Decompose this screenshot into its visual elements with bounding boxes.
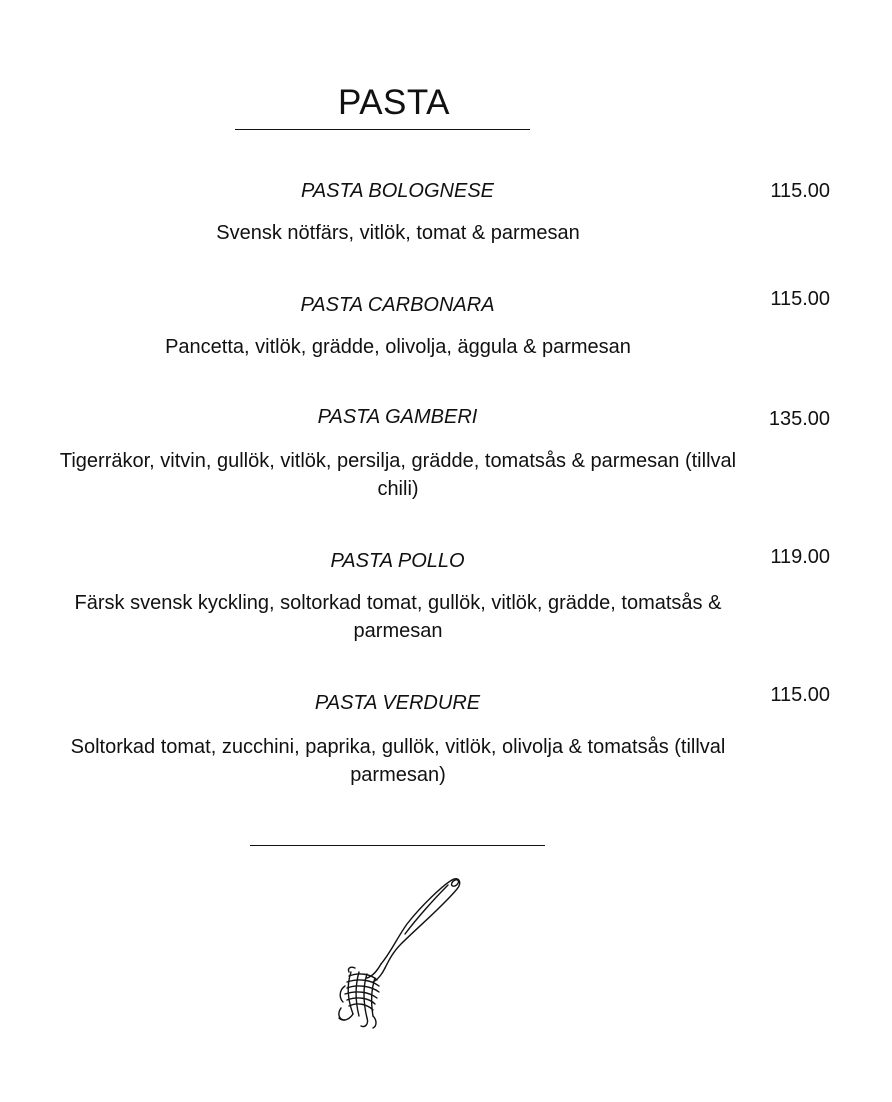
item-price: 115.00 <box>770 684 830 706</box>
item-description: Svensk nötfärs, vitlök, tomat & parmesan <box>216 222 580 244</box>
page-title: PASTA <box>337 83 451 123</box>
item-name: PASTA VERDURE <box>314 692 481 714</box>
item-description: Tigerräkor, vitvin, gullök, vitlök, persilja, grädde, tomatsås & parmesan (tillval chili) <box>59 450 737 500</box>
item-price: 119.00 <box>770 546 830 568</box>
item-description: Färsk svensk kyckling, soltorkad tomat, gullök, vitlök, grädde, tomatsås & parmesan <box>74 592 722 642</box>
item-price: 135.00 <box>768 408 830 430</box>
bottom-divider <box>250 845 545 846</box>
item-price: 115.00 <box>770 288 830 310</box>
item-name: PASTA BOLOGNESE <box>300 180 495 202</box>
item-price: 115.00 <box>770 180 830 202</box>
item-name: PASTA GAMBERI <box>317 406 478 428</box>
item-name: PASTA POLLO <box>330 550 465 572</box>
item-description: Soltorkad tomat, zucchini, paprika, gullök, vitlök, olivolja & tomatsås (tillval parmesan) <box>70 736 726 786</box>
top-divider <box>235 129 530 130</box>
fork-with-spaghetti-icon <box>325 868 475 1033</box>
item-description: Pancetta, vitlök, grädde, olivolja, äggula & parmesan <box>165 336 631 358</box>
item-name: PASTA CARBONARA <box>300 294 495 316</box>
